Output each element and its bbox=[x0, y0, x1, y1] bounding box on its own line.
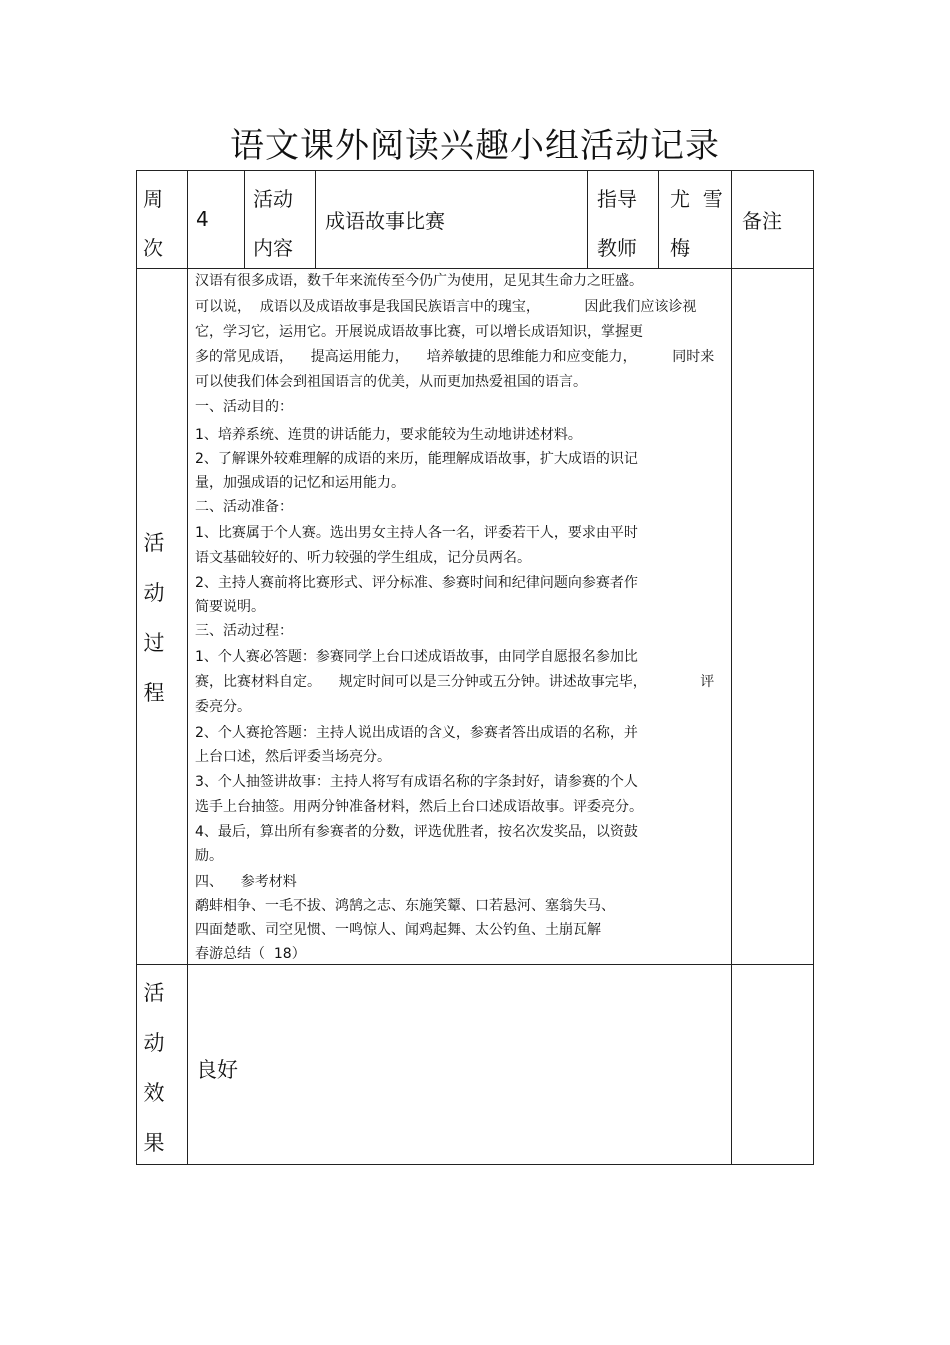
content-line: 可以使我们体会到祖国语言的优美，从而更加热爱祖国的语言。 bbox=[195, 374, 587, 390]
table-col-divider-5 bbox=[658, 170, 659, 268]
teacher-name-2: 梅 bbox=[670, 236, 690, 260]
content-line: 一、活动目的： bbox=[195, 399, 293, 415]
content-line: 多的常见成语， 提高运用能力， 培养敏捷的思维能力和应变能力， 同时来 bbox=[195, 349, 715, 365]
table-border-top bbox=[136, 170, 814, 171]
process-label-char: 动 bbox=[143, 581, 165, 605]
content-line: 三、活动过程： bbox=[195, 623, 293, 639]
table-col-divider-remarks bbox=[731, 170, 732, 1165]
table-col-divider-4 bbox=[587, 170, 588, 268]
content-line: 选手上台抽签。用两分钟准备材料，然后上台口述成语故事。评委亮分。 bbox=[195, 799, 643, 815]
table-col-divider-1 bbox=[187, 170, 188, 1165]
week-label-1: 周 bbox=[143, 187, 163, 211]
effect-label-char: 动 bbox=[143, 1031, 165, 1055]
table-border-bottom bbox=[136, 1164, 814, 1165]
table-col-divider-2 bbox=[244, 170, 245, 268]
content-line: 3、个人抽签讲故事：主持人将写有成语名称的字条封好，请参赛的个人 bbox=[195, 774, 638, 790]
content-line: 委亮分。 bbox=[195, 699, 251, 715]
content-line: 可以说， 成语以及成语故事是我国民族语言中的瑰宝， 因此我们应该诊视 bbox=[195, 299, 697, 315]
teacher-name-1: 尤 雪 bbox=[670, 187, 723, 211]
page-title: 语文课外阅读兴趣小组活动记录 bbox=[230, 126, 720, 166]
content-line: 2、个人赛抢答题：主持人说出成语的含义，参赛者答出成语的名称，并 bbox=[195, 725, 638, 741]
table-border-left bbox=[136, 170, 137, 1165]
effect-value: 良好 bbox=[196, 1058, 238, 1082]
remarks-label: 备注 bbox=[742, 209, 782, 233]
content-line: 四面楚歌、司空见惯、一鸣惊人、闻鸡起舞、太公钓鱼、土崩瓦解 bbox=[195, 922, 601, 938]
content-line: 1、比赛属于个人赛。选出男女主持人各一名，评委若干人，要求由平时 bbox=[195, 525, 638, 541]
table-divider-header bbox=[136, 268, 814, 269]
activity-label-2: 内容 bbox=[253, 236, 293, 260]
process-label-char: 程 bbox=[143, 681, 165, 705]
process-label-char: 活 bbox=[143, 531, 165, 555]
table-border-right bbox=[813, 170, 814, 1165]
content-line: 赛，比赛材料自定。 规定时间可以是三分钟或五分钟。讲述故事完毕， 评 bbox=[195, 674, 715, 690]
content-line: 它，学习它，运用它。开展说成语故事比赛，可以增长成语知识，掌握更 bbox=[195, 324, 643, 340]
activity-label-1: 活动 bbox=[253, 187, 293, 211]
effect-label-char: 果 bbox=[143, 1131, 165, 1155]
content-line: 四、 参考材料 bbox=[195, 874, 297, 890]
content-line: 语文基础较好的、听力较强的学生组成，记分员两名。 bbox=[195, 550, 531, 566]
content-line: 简要说明。 bbox=[195, 599, 265, 615]
process-label-char: 过 bbox=[143, 631, 165, 655]
content-line: 4、最后，算出所有参赛者的分数，评选优胜者，按名次发奖品，以资鼓 bbox=[195, 824, 638, 840]
content-line: 量，加强成语的记忆和运用能力。 bbox=[195, 475, 405, 491]
process-label bbox=[139, 518, 169, 718]
content-line: 上台口述，然后评委当场亮分。 bbox=[195, 749, 391, 765]
content-line: 2、了解课外较难理解的成语的来历，能理解成语故事，扩大成语的识记 bbox=[195, 451, 638, 467]
table-divider-process bbox=[136, 964, 814, 965]
teacher-label-2: 教师 bbox=[597, 236, 637, 260]
week-value: 4 bbox=[196, 207, 209, 231]
table-col-divider-3 bbox=[315, 170, 316, 268]
teacher-label-1: 指导 bbox=[597, 187, 637, 211]
content-line: 鹬蚌相争、一毛不拔、鸿鹄之志、东施笑颦、口若悬河、塞翁失马、 bbox=[195, 898, 615, 914]
content-line: 二、活动准备： bbox=[195, 499, 293, 515]
content-line: 1、个人赛必答题：参赛同学上台口述成语故事，由同学自愿报名参加比 bbox=[195, 649, 638, 665]
effect-label bbox=[139, 968, 169, 1168]
activity-value: 成语故事比赛 bbox=[325, 209, 445, 233]
effect-label-char: 活 bbox=[143, 981, 165, 1005]
content-line: 春游总结（ 18） bbox=[195, 946, 306, 962]
content-line: 励。 bbox=[195, 848, 223, 864]
week-label-2: 次 bbox=[143, 236, 163, 260]
content-line: 汉语有很多成语，数千年来流传至今仍广为使用，足见其生命力之旺盛。 bbox=[195, 273, 643, 289]
effect-label-char: 效 bbox=[143, 1081, 165, 1105]
content-line: 1、培养系统、连贯的讲话能力，要求能较为生动地讲述材料。 bbox=[195, 427, 582, 443]
content-line: 2、主持人赛前将比赛形式、评分标准、参赛时间和纪律问题向参赛者作 bbox=[195, 575, 638, 591]
